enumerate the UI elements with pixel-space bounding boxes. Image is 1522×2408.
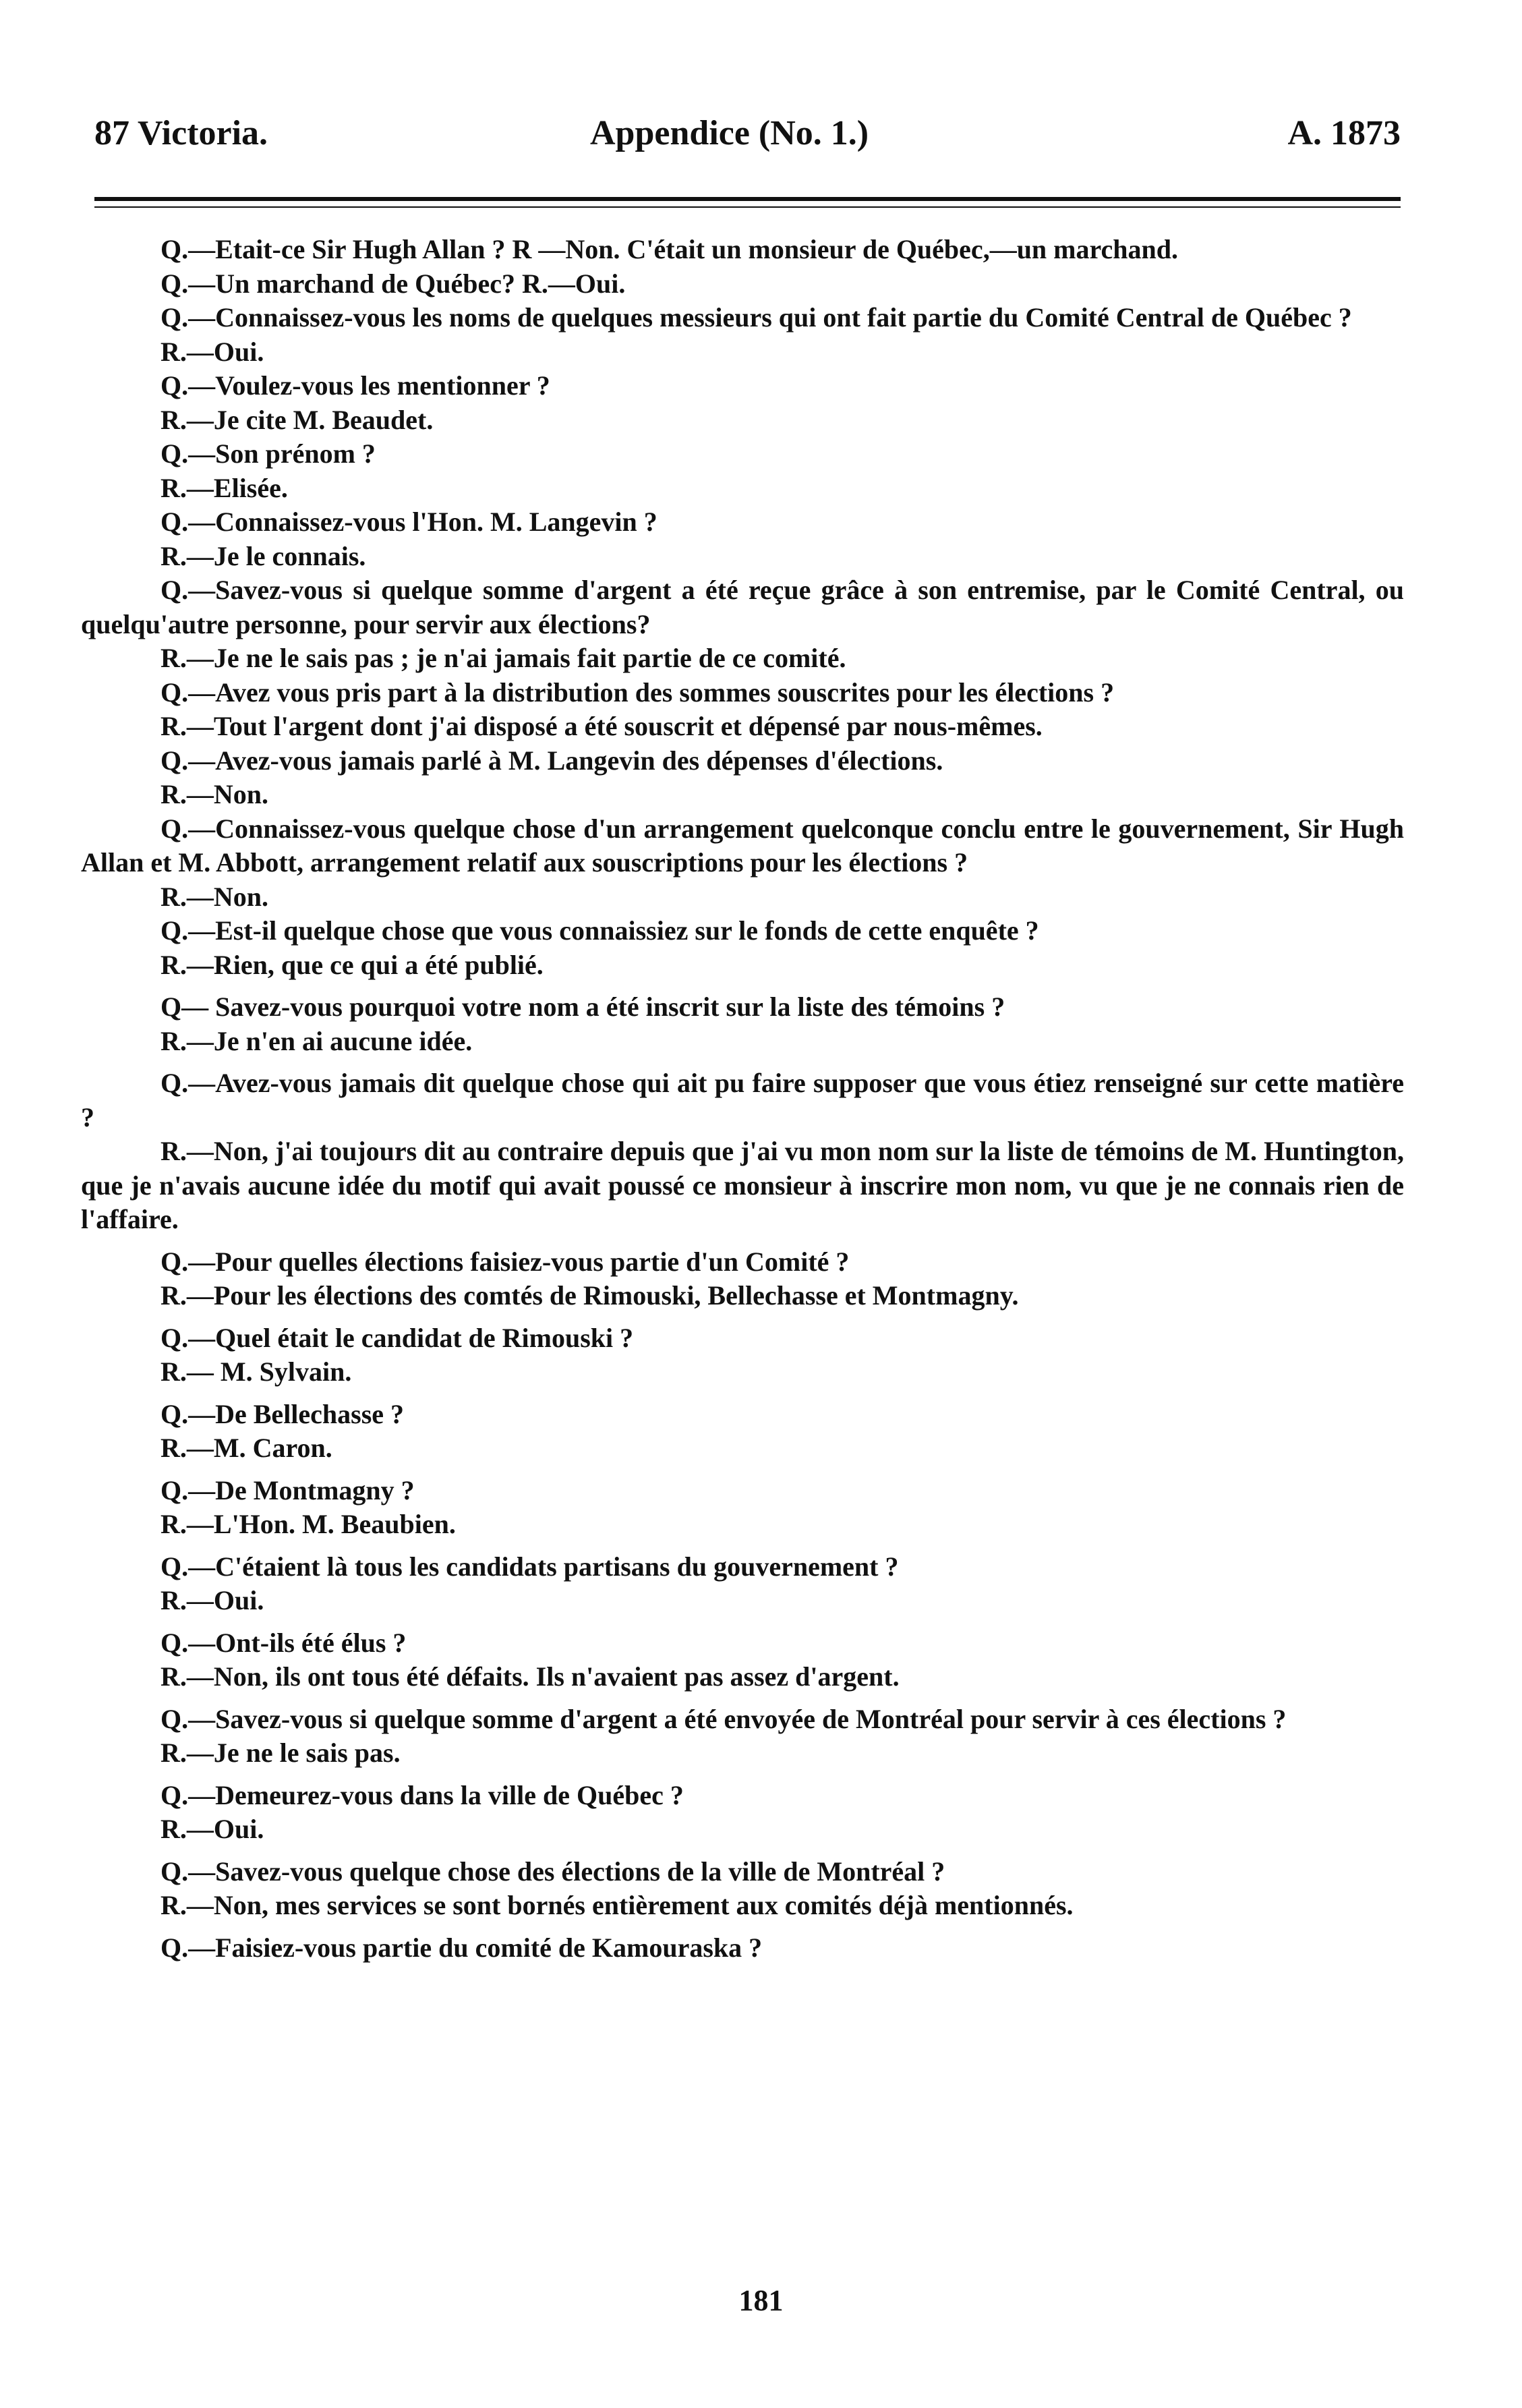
testimony-text [81, 233, 1404, 1965]
qa-paragraph: Q.—Avez-vous jamais parlé à M. Langevin des dépenses d'élections. [160, 745, 943, 776]
qa-paragraph: R.—Oui. [160, 1585, 264, 1615]
qa-paragraph: Q.—Avez-vous jamais dit quelque chose qui ait pu faire supposer que vous étiez renseigné sur cette matière ? [81, 1068, 1404, 1133]
qa-paragraph: R.—Je ne le sais pas. [160, 1738, 401, 1768]
qa-paragraph: R.—M. Caron. [160, 1433, 332, 1463]
qa-paragraph: R.—Je le connais. [160, 540, 366, 571]
qa-paragraph: Q.—Un marchand de Québec? R.—Oui. [160, 268, 626, 299]
qa-paragraph: R.—Je n'en ai aucune idée. [160, 1025, 473, 1056]
header-rule-thick [94, 197, 1401, 201]
qa-paragraph: R.—Non, j'ai toujours dit au contraire depuis que j'ai vu mon nom sur la liste de témoins de M. Huntington, que je n'avais aucune idée du motif qui avait poussé ce monsieur à inscrire mon nom, vu que je ne connais rien de l'affaire. [81, 1136, 1404, 1234]
header-year: A. 1873 [1287, 114, 1401, 152]
qa-paragraph: Q.—C'étaient là tous les candidats partisans du gouvernement ? [160, 1551, 899, 1582]
qa-paragraph: R.—Non, ils ont tous été défaits. Ils n'avaient pas assez d'argent. [160, 1661, 900, 1692]
qa-paragraph: R.—Oui. [160, 1814, 264, 1844]
qa-paragraph: Q.—Quel était le candidat de Rimouski ? [160, 1322, 634, 1353]
qa-paragraph: R.—L'Hon. M. Beaubien. [160, 1509, 456, 1539]
page-number: 181 [738, 2284, 784, 2317]
qa-paragraph: Q.—Connaissez-vous quelque chose d'un arrangement quelconque conclu entre le gouvernement, Sir Hugh Allan et M. Abbott, arrangement relatif aux souscriptions pour les élections ? [81, 813, 1404, 878]
qa-paragraph: Q.—Ont-ils été élus ? [160, 1627, 407, 1658]
qa-paragraph: R.—Je ne le sais pas ; je n'ai jamais fait partie de ce comité. [160, 643, 846, 673]
running-header [94, 113, 1401, 174]
qa-paragraph: R.—Elisée. [160, 472, 288, 503]
qa-paragraph: Q.—Avez vous pris part à la distribution des sommes souscrites pour les élections ? [160, 677, 1115, 708]
qa-paragraph: R.—Je cite M. Beaudet. [160, 404, 434, 435]
qa-paragraph: R.—Rien, que ce qui a été publié. [160, 949, 544, 980]
header-appendix: Appendice (No. 1.) [590, 114, 869, 152]
qa-paragraph: R.—Non. [160, 881, 269, 912]
qa-paragraph: Q.—Savez-vous quelque chose des élections de la ville de Montréal ? [160, 1856, 945, 1887]
qa-paragraph: Q.—Connaissez-vous les noms de quelques messieurs qui ont fait partie du Comité Central de Québec ? [160, 302, 1352, 333]
qa-paragraph: Q.—Savez-vous si quelque somme d'argent a été envoyée de Montréal pour servir à ces élections ? [160, 1703, 1287, 1734]
header-rule-thin [94, 206, 1401, 208]
qa-paragraph: Q.—Connaissez-vous l'Hon. M. Langevin ? [160, 507, 657, 537]
qa-paragraph: Q.—Pour quelles élections faisiez-vous partie d'un Comité ? [160, 1246, 850, 1277]
qa-paragraph: Q.—Etait-ce Sir Hugh Allan ? R —Non. C'était un monsieur de Québec,—un marchand. [160, 234, 1179, 264]
qa-paragraph: Q.—Savez-vous si quelque somme d'argent a été reçue grâce à son entremise, par le Comité Central, ou quelqu'autre personne, pour servir aux élections? [81, 575, 1404, 639]
qa-paragraph: Q— Savez-vous pourquoi votre nom a été inscrit sur la liste des témoins ? [160, 992, 1005, 1022]
qa-paragraph: R.—Oui. [160, 336, 264, 367]
qa-paragraph: R.—Tout l'argent dont j'ai disposé a été souscrit et dépensé par nous-mêmes. [160, 711, 1043, 741]
qa-paragraph: Q.—Son prénom ? [160, 438, 376, 469]
qa-paragraph: Q.—De Montmagny ? [160, 1474, 415, 1506]
qa-paragraph: Q.—Est-il quelque chose que vous connaissiez sur le fonds de cette enquête ? [160, 915, 1039, 946]
qa-paragraph: R.—Non, mes services se sont bornés entièrement aux comités déjà mentionnés. [160, 1890, 1074, 1920]
qa-paragraph: R.—Non. [160, 779, 269, 809]
header-volume: 87 Victoria. [94, 114, 268, 152]
qa-paragraph: Q.—De Bellechasse ? [160, 1398, 405, 1429]
qa-paragraph: R.— M. Sylvain. [160, 1356, 352, 1387]
qa-paragraph: Q.—Demeurez-vous dans la ville de Québec ? [160, 1779, 684, 1810]
qa-paragraph: Q.—Voulez-vous les mentionner ? [160, 370, 550, 401]
qa-paragraph: R.—Pour les élections des comtés de Rimouski, Bellechasse et Montmagny. [160, 1280, 1019, 1311]
qa-paragraph: Q.—Faisiez-vous partie du comité de Kamouraska ? [160, 1932, 763, 1963]
